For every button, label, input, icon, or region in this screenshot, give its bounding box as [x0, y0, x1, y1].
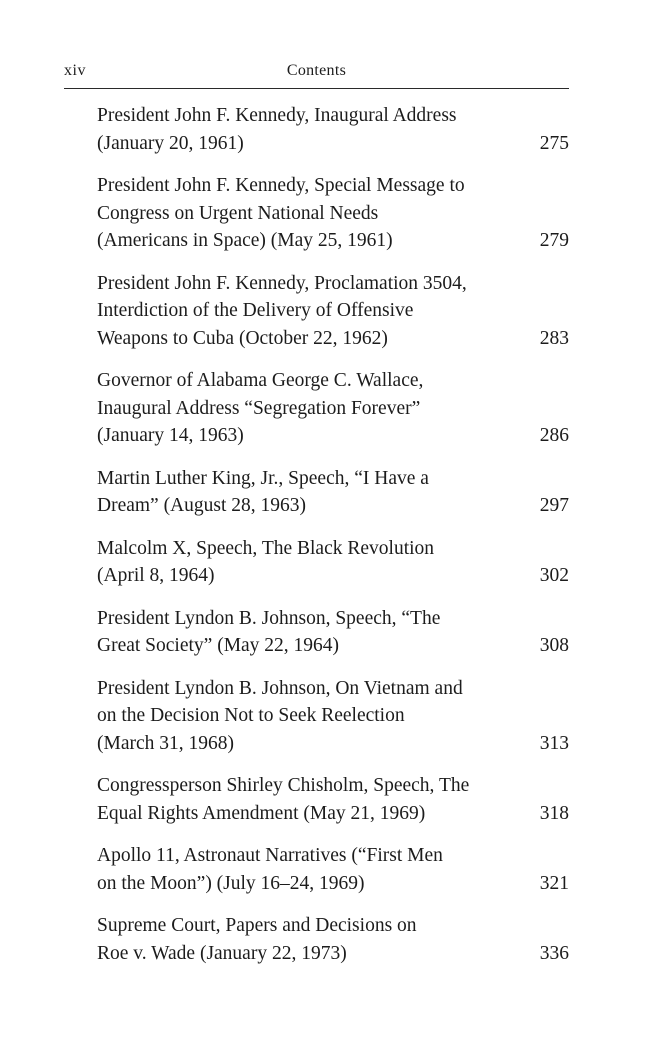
toc-entry-page-number: 321 — [539, 872, 569, 894]
toc-entry-page-number: 297 — [539, 495, 569, 516]
page-header — [64, 58, 569, 89]
toc-entry — [97, 535, 569, 590]
toc-entry-page-number: 302 — [539, 565, 569, 586]
toc-entry — [97, 270, 569, 353]
toc-entry — [97, 367, 569, 450]
toc-entry-page-number: 308 — [539, 635, 569, 656]
toc-entry — [97, 772, 569, 827]
toc-entry-title: Apollo 11, Astronaut Narratives (“First Men on the Moon”) (July 16–24, 1969) — [97, 845, 443, 894]
toc-entry-title: President John F. Kennedy, Proclamation 3504, Interdiction of the Delivery of Offensive Weapons to Cuba (October 22, 1962) — [97, 272, 467, 349]
running-head: Contents — [286, 62, 347, 79]
page-number: xiv — [64, 62, 86, 79]
toc-entry-page-number: 279 — [539, 230, 569, 251]
toc-entry-title: Governor of Alabama George C. Wallace, Inaugural Address “Segregation Forever” (January 14, 1963) — [97, 370, 424, 446]
toc-entry-title: President Lyndon B. Johnson, Speech, “The Great Society” (May 22, 1964) — [97, 607, 441, 656]
toc-entry-page-number: 313 — [539, 732, 569, 754]
toc-entry — [97, 842, 569, 897]
toc-entry-title: Supreme Court, Papers and Decisions on Roe v. Wade (January 22, 1973) — [97, 915, 417, 964]
toc-entry-title: President John F. Kennedy, Inaugural Address (January 20, 1961) — [97, 105, 457, 154]
toc-entry — [97, 172, 569, 255]
toc-entry-page-number: 283 — [539, 327, 569, 349]
toc-entry-title: Martin Luther King, Jr., Speech, “I Have a Dream” (August 28, 1963) — [97, 467, 429, 516]
toc-entry-title: Malcolm X, Speech, The Black Revolution (April 8, 1964) — [97, 537, 435, 586]
toc-entry — [97, 465, 569, 520]
toc-entry — [97, 605, 569, 660]
table-of-contents — [97, 102, 569, 982]
toc-entry-page-number: 318 — [539, 802, 569, 824]
toc-entry — [97, 675, 569, 758]
toc-entry-title: President Lyndon B. Johnson, On Vietnam and on the Decision Not to Seek Reelection (March 31, 1968) — [97, 677, 463, 754]
toc-entry — [97, 102, 569, 157]
toc-entry-page-number: 275 — [539, 132, 569, 154]
toc-entry-page-number: 336 — [539, 942, 569, 964]
toc-entry-page-number: 286 — [539, 425, 569, 446]
toc-entry-title: President John F. Kennedy, Special Message to Congress on Urgent National Needs (Americans in Space) (May 25, 1961) — [97, 175, 465, 251]
toc-entry-title: Congressperson Shirley Chisholm, Speech, The Equal Rights Amendment (May 21, 1969) — [97, 775, 470, 824]
toc-entry — [97, 912, 569, 967]
